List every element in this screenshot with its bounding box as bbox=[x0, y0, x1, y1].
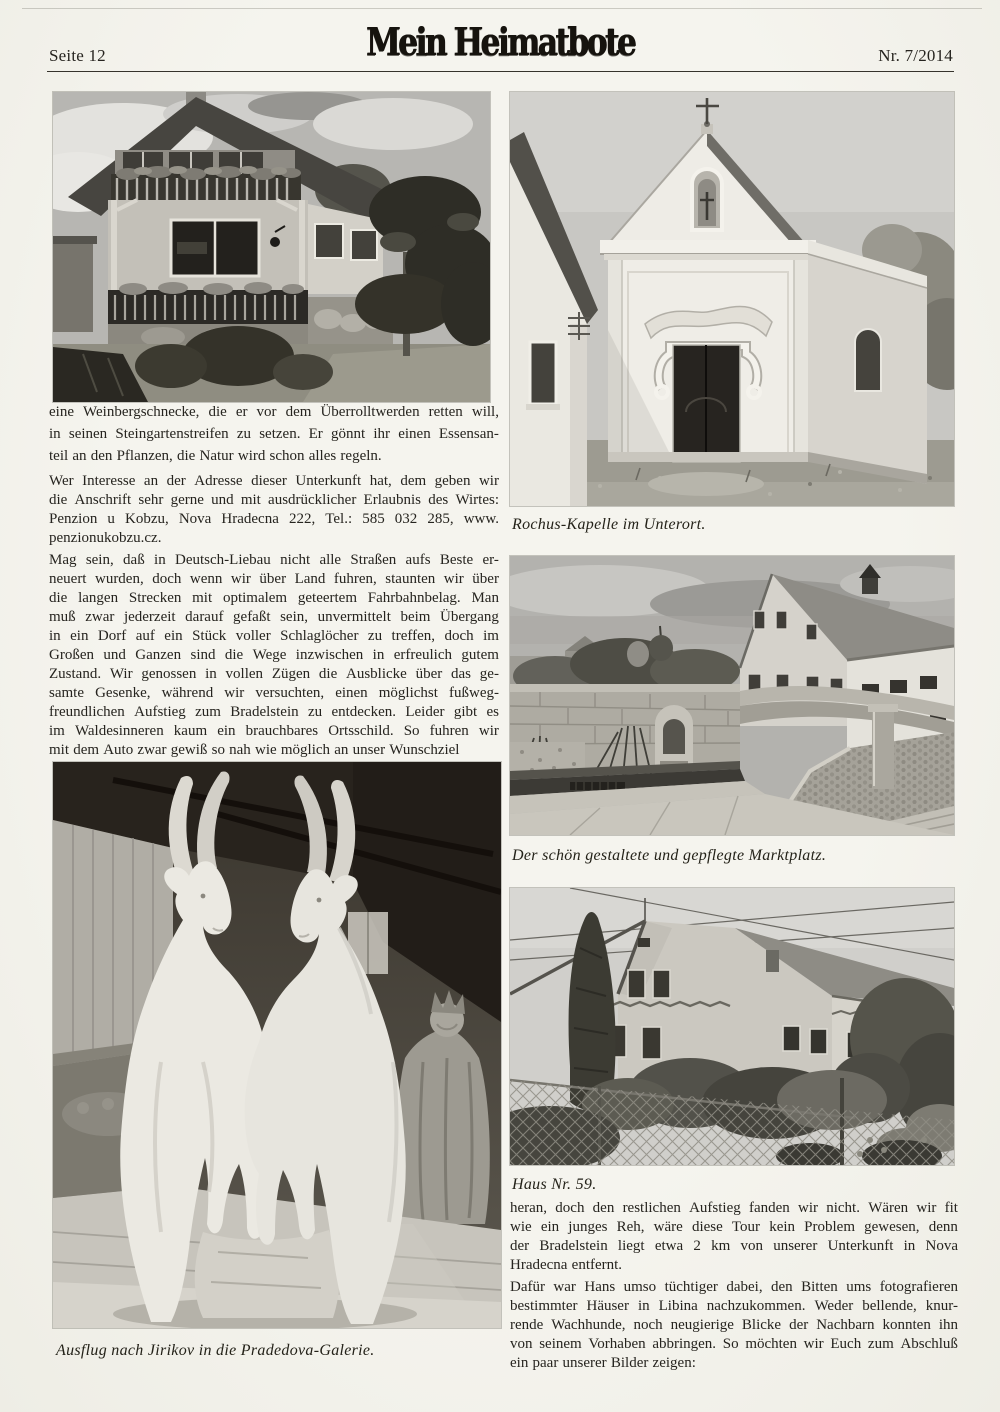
caption-chapel: Rochus-Kapelle im Unterort. bbox=[512, 516, 706, 533]
page-number-label: Seite 12 bbox=[49, 46, 106, 65]
text-line: rende Wachhunde, noch neugierige Blicke der Nachbarn konnten ihn bbox=[510, 1317, 958, 1333]
text-line: freundlichen Aufstieg zum Bradelstein zu entdecken. Leider gibt es bbox=[49, 704, 499, 720]
text-line: samte Gesenke, während wir versuchten, einen möglichst fußweg- bbox=[49, 685, 499, 701]
text-line: Dafür war Hans umso tüchtiger dabei, den Bitten ums fotografieren bbox=[510, 1279, 958, 1295]
right-text-column bbox=[510, 1200, 958, 1374]
photo-haus-59 bbox=[510, 888, 954, 1165]
text-line: Penzion u Kobzu, Nova Hradecna 222, Tel.: 585 032 285, www. bbox=[49, 511, 499, 527]
text-line: penzionukobzu.cz. bbox=[49, 530, 162, 546]
text-line: im Waldesinneren kaum ein brauchbares Ortsschild. So fuhren wir bbox=[49, 723, 499, 739]
text-line: heran, doch den restlichen Aufstieg fanden wir nicht. Wären wir fit bbox=[510, 1200, 958, 1216]
text-line: teil an den Pflanzen, die Natur wird schon alles regeln. bbox=[49, 448, 382, 464]
paragraph-snail bbox=[49, 404, 499, 470]
photo-marktplatz bbox=[510, 556, 954, 835]
text-line: die langen Strecken mit optimalem geteertem Fahrbahnbelag. Man bbox=[49, 590, 499, 606]
text-line: der Bradelstein liegt etwa 2 km von unserer Unterkunft in Nova bbox=[510, 1238, 958, 1254]
text-line: in ein Dorf auf ein Stück voller Schlaglöcher zu treffen, doch im bbox=[49, 628, 499, 644]
text-line: bestimmter Häuser in Libina nachzukommen. Weder bellende, knur- bbox=[510, 1298, 958, 1314]
photo-pradedova-galerie bbox=[53, 762, 501, 1328]
caption-marktplatz: Der schön gestaltete und gepflegte Marktplatz. bbox=[512, 847, 827, 864]
pension-house-illustration bbox=[53, 92, 490, 402]
caption-galerie: Ausflug nach Jirikov in die Pradedova-Galerie. bbox=[56, 1342, 375, 1359]
scan-edge-line bbox=[22, 8, 982, 9]
chapel-illustration bbox=[510, 92, 954, 506]
text-line: neuert wurden, doch wenn wir über Land fuhren, staunten wir über bbox=[49, 571, 499, 587]
text-line: Großen und Ganzen sind die Wege inzwischen in erfreulich gutem bbox=[49, 647, 499, 663]
text-line: Wer Interesse an der Adresse dieser Unterkunft hat, dem geben wir bbox=[49, 473, 499, 489]
text-line: muß zwar jederzeit darauf gefaßt sein, unvermittelt beim Übergang bbox=[49, 609, 499, 625]
goat-sculptures-illustration bbox=[53, 762, 501, 1328]
text-line: Hradecna entfernt. bbox=[510, 1257, 623, 1273]
masthead-title: Mein Heimatbote bbox=[365, 19, 635, 64]
text-line: Zustand. Wir genossen in vollen Zügen die Ausblicke über das ge- bbox=[49, 666, 499, 682]
text-line: mit dem Auto zwar gewiß so nah wie möglich an unser Wunschziel bbox=[49, 742, 460, 758]
text-line: von seinem Vorhaben abbringen. So möchten wir Euch zum Abschluß bbox=[510, 1336, 958, 1352]
marketplace-illustration bbox=[510, 556, 954, 835]
text-line: die Anschrift sehr gerne und mit ausdrücklicher Erlaubnis des Wirtes: bbox=[49, 492, 499, 508]
paragraph-address bbox=[49, 473, 499, 549]
header-rule bbox=[47, 71, 954, 72]
paragraph-hans-photos bbox=[510, 1279, 958, 1374]
text-line: Mag sein, daß in Deutsch-Liebau nicht alle Straßen aufs Beste er- bbox=[49, 552, 499, 568]
text-line: in seinen Steingartenstreifen zu setzen. Er gönnt ihr einen Essensan- bbox=[49, 426, 499, 442]
paragraph-bradelstein bbox=[510, 1200, 958, 1276]
paragraph-roads bbox=[49, 552, 499, 761]
haus59-illustration bbox=[510, 888, 954, 1165]
text-line: wie ein junges Reh, wäre diese Tour kein Problem gewesen, denn bbox=[510, 1219, 958, 1235]
photo-rochus-kapelle bbox=[510, 92, 954, 506]
left-text-column bbox=[49, 404, 499, 761]
issue-label: Nr. 7/2014 bbox=[878, 46, 953, 65]
text-line: eine Weinbergschnecke, die er vor dem Überrolltwerden retten will, bbox=[49, 404, 499, 420]
text-line: ein paar unserer Bilder zeigen: bbox=[510, 1355, 696, 1371]
caption-haus59: Haus Nr. 59. bbox=[512, 1176, 597, 1193]
photo-pension-house bbox=[53, 92, 490, 402]
